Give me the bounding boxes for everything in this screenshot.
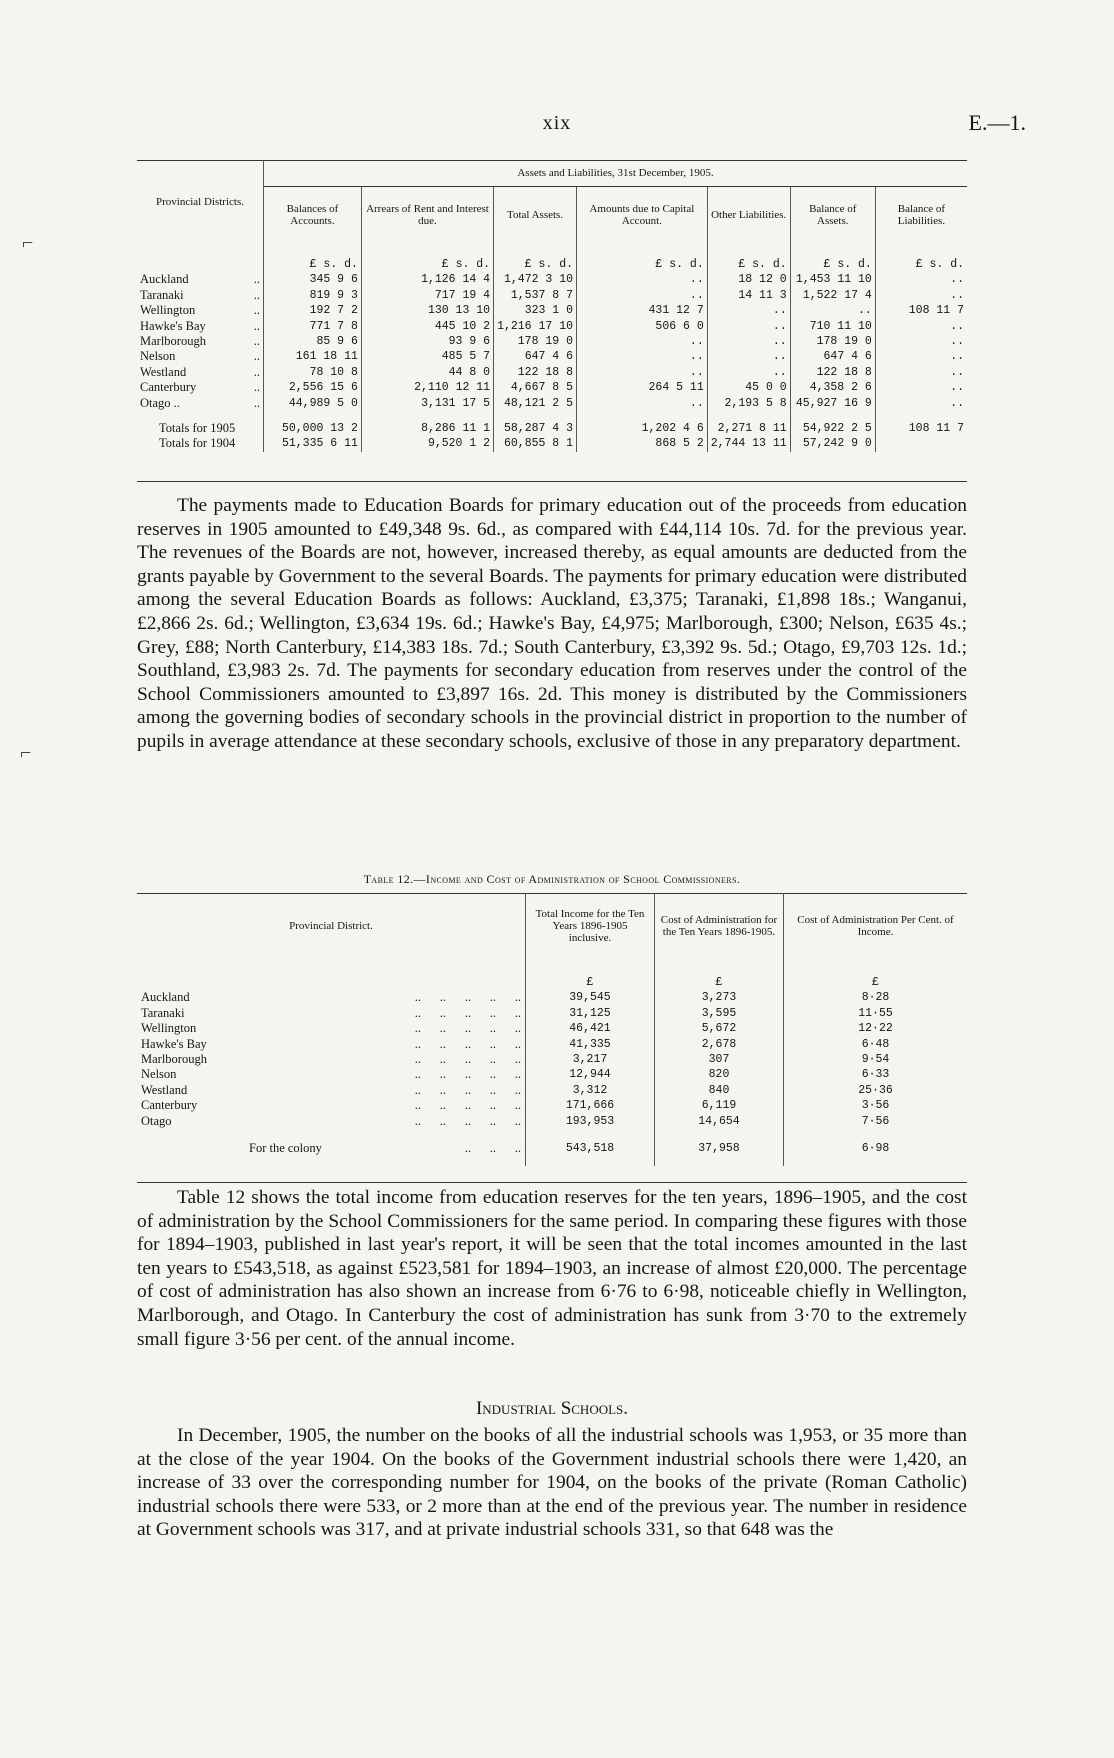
unit-label: £ s. d. bbox=[915, 258, 964, 271]
table-cell: 9,520 1 2 bbox=[361, 436, 493, 451]
table-row bbox=[137, 990, 967, 1005]
table-cell: 41,335 bbox=[526, 1037, 655, 1052]
district-label: Otago bbox=[141, 1113, 172, 1128]
table-cell: 8·28 bbox=[861, 991, 890, 1005]
leader-dots: .. bbox=[253, 334, 260, 349]
table-cell: 2,110 12 11 bbox=[361, 380, 493, 395]
table-cell: .. bbox=[707, 319, 790, 334]
district-name bbox=[137, 411, 264, 436]
table-cell: 171,666 bbox=[526, 1098, 655, 1113]
table-cell: 1,522 17 4 bbox=[790, 288, 875, 303]
district-name bbox=[137, 1129, 526, 1166]
section-heading: Industrial Schools. bbox=[475, 1398, 629, 1419]
table-row bbox=[137, 1037, 967, 1052]
district-label: Taranaki bbox=[140, 287, 184, 302]
table-cell: 93 9 6 bbox=[361, 334, 493, 349]
table-cell: 161 18 11 bbox=[264, 349, 362, 364]
table-cell: 647 4 6 bbox=[494, 349, 577, 364]
table-row bbox=[137, 380, 967, 395]
leader-dots: .. bbox=[253, 303, 260, 318]
table-row bbox=[137, 288, 967, 303]
leader-dots: .. bbox=[253, 364, 260, 379]
table-cell: 9·54 bbox=[861, 1053, 890, 1067]
leader-dots: .. bbox=[253, 349, 260, 364]
district-label: Wellington bbox=[140, 303, 196, 318]
district-label: Taranaki bbox=[141, 1005, 185, 1020]
table-cell: 2,556 15 6 bbox=[264, 380, 362, 395]
leader-dots: .. .. .. .. .. bbox=[414, 1005, 521, 1020]
district-name bbox=[137, 319, 264, 334]
column-header: Total Assets. bbox=[494, 187, 577, 244]
leader-dots: .. bbox=[253, 380, 260, 395]
table-cell: 7·56 bbox=[861, 1114, 890, 1128]
table-cell: 647 4 6 bbox=[790, 349, 875, 364]
district-name bbox=[137, 436, 264, 451]
district-label: Marlborough bbox=[141, 1052, 207, 1067]
table-cell: 6·33 bbox=[861, 1068, 890, 1082]
column-header: Total Income for the Ten Years 1896-1905 inclusive. bbox=[526, 893, 655, 959]
table-cell: 178 19 0 bbox=[790, 334, 875, 349]
table-rule bbox=[137, 481, 967, 482]
district-label: Westland bbox=[140, 364, 187, 379]
table-cell: 57,242 9 0 bbox=[790, 436, 875, 451]
table-cell: 2,744 13 11 bbox=[707, 436, 790, 451]
table-cell: 192 7 2 bbox=[264, 303, 362, 318]
table-cell: 506 6 0 bbox=[577, 319, 708, 334]
leader-dots: .. bbox=[253, 272, 260, 287]
table-cell: 122 18 8 bbox=[790, 365, 875, 380]
leader-dots: .. .. .. .. .. bbox=[414, 1021, 521, 1036]
table-cell: 3·56 bbox=[861, 1099, 890, 1113]
table-cell: .. bbox=[707, 303, 790, 318]
district-name bbox=[137, 1021, 526, 1036]
total-row bbox=[137, 1129, 967, 1166]
table-cell: 868 5 2 bbox=[577, 436, 708, 451]
district-name bbox=[137, 1037, 526, 1052]
unit-label: £ bbox=[526, 959, 655, 990]
paragraph-text: The payments made to Education Boards for primary education out of the proceeds from education reserves in 1905 amounted to £49,348 9s. 6d., as compared with £44,114 10s. 7d. for the previous year. The revenues of the Boards are not, however, increased thereby, as equal amounts are deducted from the grants payable by Government to the several Boards. The payments for primary education were distributed among the several Education Boards as follows: Auckland, £3,375; Taranaki, £1,898 18s.; Wanganui, £2,866 2s. 6d.; Wellington, £3,634 19s. 6d.; Hawke's Bay, £4,975; Marlborough, £300; Nelson, £635 4s.; Grey, £88; North Canterbury, £14,383 18s. 7d.; South Canterbury, £3,392 9s. 5d.; Otago, £9,703 12s. 1d.; Southland, £3,983 2s. 7d. The payments for secondary education from reserves under the control of the School Commissioners amounted to £3,897 16s. 2d. This money is distributed by the Commissioners among the governing bodies of secondary schools in the provincial district in proportion to the number of pupils in average attendance at these secondary schools, exclusive of those in any preparatory department. bbox=[137, 495, 967, 752]
table-row bbox=[137, 396, 967, 411]
table-cell: .. bbox=[950, 381, 964, 395]
table-row bbox=[137, 349, 967, 364]
table-cell: 1,126 14 4 bbox=[361, 272, 493, 287]
unit-label: £ s. d. bbox=[577, 243, 708, 272]
column-header: Arrears of Rent and Interest due. bbox=[361, 187, 493, 244]
column-header: Balance of Assets. bbox=[790, 187, 875, 244]
table-row bbox=[137, 365, 967, 380]
income-cost-table bbox=[137, 893, 967, 1166]
table-cell: 54,922 2 5 bbox=[790, 411, 875, 436]
district-label: For the colony bbox=[249, 1141, 322, 1156]
district-label: Totals for 1905 bbox=[159, 421, 236, 436]
district-label: Nelson bbox=[140, 349, 176, 364]
district-label: Auckland bbox=[141, 990, 190, 1005]
table-cell: 193,953 bbox=[526, 1114, 655, 1129]
table-cell: .. bbox=[577, 334, 708, 349]
leader-dots: .. .. .. bbox=[464, 1141, 521, 1156]
table-cell: 4,358 2 6 bbox=[790, 380, 875, 395]
paragraph-text: In December, 1905, the number on the books of all the industrial schools was 1,953, or 35 more than at the close of the year 1904. On the books of the Government industrial schools there were 1,420, an increase of 33 over the corresponding number for 1904, on the books of the private (Roman Catholic) industrial schools there were 533, or 2 more than at the end of the previous year. The number in residence at Government schools was 317, and at private industrial schools 331, so that 648 was the bbox=[137, 1425, 967, 1541]
table-row bbox=[137, 1098, 967, 1113]
table-row bbox=[137, 1114, 967, 1129]
district-name bbox=[137, 272, 264, 287]
table-cell: 5,672 bbox=[655, 1021, 784, 1036]
column-header: Other Liabilities. bbox=[707, 187, 790, 244]
table-cell: 130 13 10 bbox=[361, 303, 493, 318]
district-name bbox=[137, 349, 264, 364]
table-cell: 3,217 bbox=[526, 1052, 655, 1067]
column-header: Provincial District. bbox=[137, 893, 526, 959]
district-name bbox=[137, 1083, 526, 1098]
table-cell: .. bbox=[790, 303, 875, 318]
table-cell: .. bbox=[950, 350, 964, 364]
district-label: Auckland bbox=[140, 272, 189, 287]
table-cell: 58,287 4 3 bbox=[494, 411, 577, 436]
units-row bbox=[137, 243, 967, 272]
table-cell: 50,000 13 2 bbox=[264, 411, 362, 436]
table-row bbox=[137, 411, 967, 436]
table-cell: .. bbox=[950, 396, 964, 410]
table-cell: 307 bbox=[655, 1052, 784, 1067]
table-row bbox=[137, 1006, 967, 1021]
table-cell: 108 11 7 bbox=[908, 422, 964, 436]
table-cell: .. bbox=[707, 349, 790, 364]
table-cell: 48,121 2 5 bbox=[494, 396, 577, 411]
district-label: Hawke's Bay bbox=[141, 1036, 207, 1051]
table-cell bbox=[875, 436, 967, 451]
units-row bbox=[137, 959, 967, 990]
district-label: Canterbury bbox=[141, 1098, 198, 1113]
group-header: Assets and Liabilities, 31st December, 1905. bbox=[264, 160, 968, 187]
table-cell: 771 7 8 bbox=[264, 319, 362, 334]
table-rule bbox=[137, 1182, 967, 1183]
table-cell: 14 11 3 bbox=[707, 288, 790, 303]
unit-label: £ s. d. bbox=[494, 243, 577, 272]
table-caption: Table 12.—Income and Cost of Administration of School Commissioners. bbox=[363, 872, 741, 886]
unit-label: £ bbox=[655, 959, 784, 990]
margin-mark: ⌐ bbox=[20, 742, 32, 764]
table-cell: 345 9 6 bbox=[264, 272, 362, 287]
margin-mark: ⌐ bbox=[22, 232, 34, 254]
table-cell: 8,286 11 1 bbox=[361, 411, 493, 436]
table-cell: 1,453 11 10 bbox=[790, 272, 875, 287]
table-cell: .. bbox=[577, 349, 708, 364]
table-cell: .. bbox=[950, 288, 964, 302]
table-cell: 1,216 17 10 bbox=[494, 319, 577, 334]
table-cell: 31,125 bbox=[526, 1006, 655, 1021]
unit-label: £ s. d. bbox=[361, 243, 493, 272]
paragraph bbox=[137, 494, 967, 754]
paragraph-text: Table 12 shows the total income from education reserves for the ten years, 1896–1905, and the cost of administration by the School Commissioners for the same period. In comparing these figures with those for 1894–1903, published in last year's report, it will be seen that the total incomes amounted in the last ten years to £543,518, as against £523,581 for 1894–1903, an increase of almost £20,000. The percentage of cost of administration has also shown an increase from 6·76 to 6·98, noticeable chiefly in Wellington, Marlborough, and Otago. In Canterbury the cost of administration has sunk from 3·70 to the extremely small figure 3·56 per cent. of the annual income. bbox=[137, 1187, 967, 1350]
table-cell: 445 10 2 bbox=[361, 319, 493, 334]
table-cell: 108 11 7 bbox=[908, 304, 964, 318]
district-label: Wellington bbox=[141, 1021, 197, 1036]
table-cell: 6·48 bbox=[861, 1037, 890, 1051]
table-cell: 46,421 bbox=[526, 1021, 655, 1036]
district-name bbox=[137, 1052, 526, 1067]
table-cell: .. bbox=[950, 335, 964, 349]
district-name bbox=[137, 1098, 526, 1113]
table-row bbox=[137, 334, 967, 349]
table-cell: 485 5 7 bbox=[361, 349, 493, 364]
paragraph bbox=[137, 1424, 967, 1542]
table-cell: .. bbox=[707, 334, 790, 349]
paragraph bbox=[137, 1186, 967, 1351]
table-cell: 2,193 5 8 bbox=[707, 396, 790, 411]
table-cell: .. bbox=[577, 272, 708, 287]
leader-dots: .. .. .. .. .. bbox=[414, 990, 521, 1005]
assets-liabilities-table bbox=[137, 160, 967, 452]
leader-dots: .. bbox=[253, 395, 260, 410]
leader-dots: .. .. .. .. .. bbox=[414, 1067, 521, 1082]
district-name bbox=[137, 1114, 526, 1129]
table-cell: .. bbox=[950, 365, 964, 379]
table-cell: 820 bbox=[655, 1067, 784, 1082]
column-header: Cost of Administration Per Cent. of Income. bbox=[797, 914, 954, 938]
table-cell: 122 18 8 bbox=[494, 365, 577, 380]
table-cell: 85 9 6 bbox=[264, 334, 362, 349]
table-cell: 1,537 8 7 bbox=[494, 288, 577, 303]
district-label: Otago .. bbox=[140, 395, 180, 410]
table-cell: 25·36 bbox=[858, 1083, 893, 1097]
table-row bbox=[137, 272, 967, 287]
district-label: Totals for 1904 bbox=[159, 436, 236, 451]
unit-label: £ s. d. bbox=[707, 243, 790, 272]
leader-dots: .. .. .. .. .. bbox=[414, 1052, 521, 1067]
table-cell: 4,667 8 5 bbox=[494, 380, 577, 395]
table-cell: 178 19 0 bbox=[494, 334, 577, 349]
table-cell: .. bbox=[950, 319, 964, 333]
table-cell: 6·98 bbox=[861, 1142, 890, 1156]
page-reference: E.—1. bbox=[968, 110, 1026, 135]
leader-dots: .. .. .. .. .. bbox=[414, 1113, 521, 1128]
table-cell: 12,944 bbox=[526, 1067, 655, 1082]
district-name bbox=[137, 396, 264, 411]
table-row bbox=[137, 1052, 967, 1067]
district-name bbox=[137, 303, 264, 318]
table-row bbox=[137, 1067, 967, 1082]
table-row bbox=[137, 1021, 967, 1036]
table-cell: 39,545 bbox=[526, 990, 655, 1005]
table-cell: 543,518 bbox=[526, 1129, 655, 1166]
leader-dots: .. .. .. .. .. bbox=[414, 1098, 521, 1113]
district-name bbox=[137, 288, 264, 303]
district-name bbox=[137, 1067, 526, 1082]
table-cell: 710 11 10 bbox=[790, 319, 875, 334]
district-name bbox=[137, 365, 264, 380]
table-cell: 14,654 bbox=[655, 1114, 784, 1129]
unit-label: £ s. d. bbox=[790, 243, 875, 272]
table-cell: 12·22 bbox=[858, 1022, 893, 1036]
table-cell: 840 bbox=[655, 1083, 784, 1098]
table-cell: .. bbox=[707, 365, 790, 380]
page-number: xix bbox=[542, 112, 572, 134]
district-label: Nelson bbox=[141, 1067, 177, 1082]
table-cell: 44,989 5 0 bbox=[264, 396, 362, 411]
table-cell: 3,273 bbox=[655, 990, 784, 1005]
table-cell: 1,472 3 10 bbox=[494, 272, 577, 287]
table-cell: 18 12 0 bbox=[707, 272, 790, 287]
table-cell: 431 12 7 bbox=[577, 303, 708, 318]
table-row bbox=[137, 436, 967, 451]
table-cell: 60,855 8 1 bbox=[494, 436, 577, 451]
table-cell: 2,678 bbox=[655, 1037, 784, 1052]
table-cell: 3,131 17 5 bbox=[361, 396, 493, 411]
table-cell: 3,312 bbox=[526, 1083, 655, 1098]
table-cell: 323 1 0 bbox=[494, 303, 577, 318]
table-cell: .. bbox=[577, 396, 708, 411]
unit-label: £ s. d. bbox=[264, 243, 362, 272]
leader-dots: .. .. .. .. .. bbox=[414, 1036, 521, 1051]
leader-dots: .. bbox=[253, 318, 260, 333]
table-cell: 45 0 0 bbox=[707, 380, 790, 395]
column-header: Amounts due to Capital Account. bbox=[577, 187, 708, 244]
table-cell: 717 19 4 bbox=[361, 288, 493, 303]
district-name bbox=[137, 380, 264, 395]
table-cell: 3,595 bbox=[655, 1006, 784, 1021]
column-header: Provincial Districts. bbox=[137, 160, 264, 243]
unit-label: £ bbox=[872, 976, 879, 989]
column-header: Balance of Liabilities. bbox=[897, 203, 946, 227]
table-cell: 1,202 4 6 bbox=[577, 411, 708, 436]
table-row bbox=[137, 303, 967, 318]
column-header: Cost of Administration for the Ten Years 1896-1905. bbox=[655, 893, 784, 959]
table-cell: 264 5 11 bbox=[577, 380, 708, 395]
district-label: Canterbury bbox=[140, 380, 197, 395]
leader-dots: .. bbox=[253, 287, 260, 302]
table-cell: 78 10 8 bbox=[264, 365, 362, 380]
table-cell: .. bbox=[577, 288, 708, 303]
table-cell: 11·55 bbox=[858, 1006, 893, 1020]
table-cell: 819 9 3 bbox=[264, 288, 362, 303]
column-header: Balances of Accounts. bbox=[264, 187, 362, 244]
district-label: Hawke's Bay bbox=[140, 318, 206, 333]
district-name bbox=[137, 990, 526, 1005]
table-cell: .. bbox=[950, 273, 964, 287]
leader-dots: .. .. .. .. .. bbox=[414, 1082, 521, 1097]
district-label: Marlborough bbox=[140, 334, 206, 349]
table-row bbox=[137, 319, 967, 334]
district-name bbox=[137, 1006, 526, 1021]
table-cell: 2,271 8 11 bbox=[707, 411, 790, 436]
district-label: Westland bbox=[141, 1082, 188, 1097]
table-cell: .. bbox=[577, 365, 708, 380]
table-row bbox=[137, 1083, 967, 1098]
table-cell: 45,927 16 9 bbox=[790, 396, 875, 411]
table-cell: 6,119 bbox=[655, 1098, 784, 1113]
table-cell: 44 8 0 bbox=[361, 365, 493, 380]
table-cell: 51,335 6 11 bbox=[264, 436, 362, 451]
district-name bbox=[137, 334, 264, 349]
table-cell: 37,958 bbox=[655, 1129, 784, 1166]
